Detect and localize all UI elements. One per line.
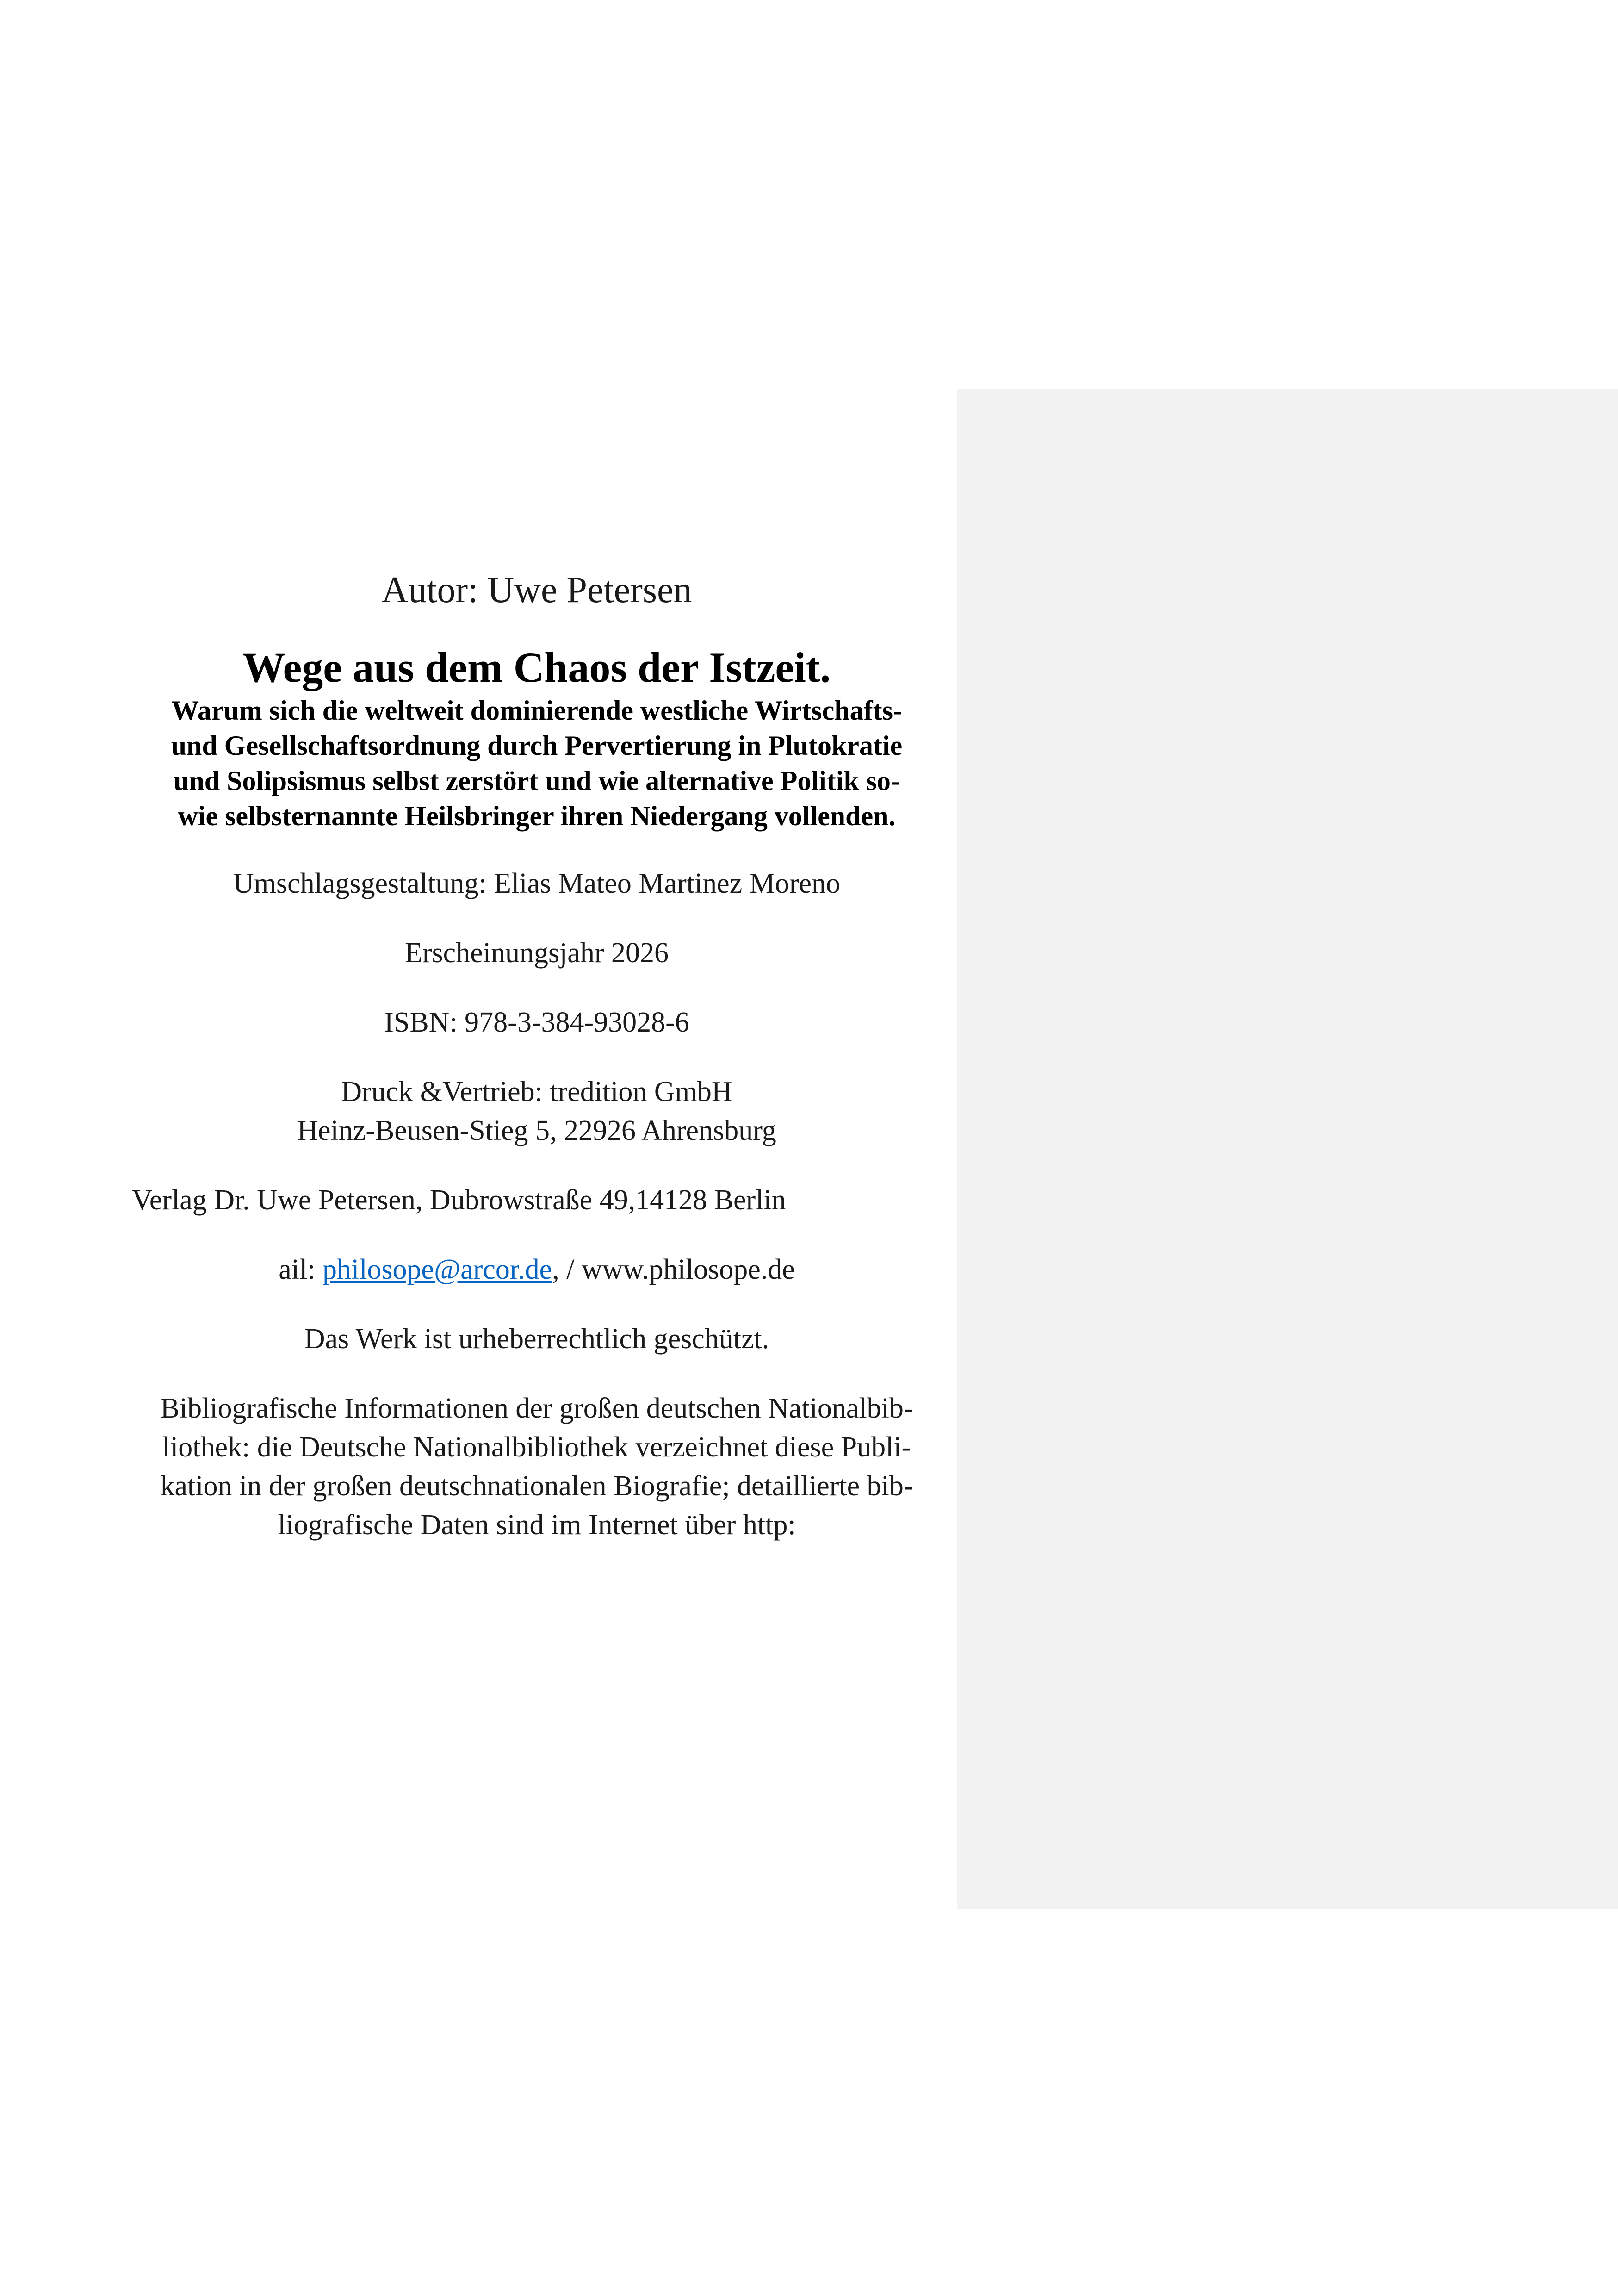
printer-line-2: Heinz-Beusen-Stieg 5, 22926 Ahrensburg xyxy=(297,1115,776,1146)
publication-year: Erscheinungsjahr 2026 xyxy=(405,937,669,969)
imprint-page xyxy=(120,567,953,1544)
contact-prefix: ail: xyxy=(279,1254,322,1285)
bibliography-line: liografische Daten sind im Internet über http: xyxy=(278,1509,796,1541)
bibliography-line: liothek: die Deutsche Nationalbibliothek verzeichnet diese Publi- xyxy=(162,1431,911,1463)
author-line: Autor: Uwe Petersen xyxy=(381,570,692,610)
publisher-address: Verlag Dr. Uwe Petersen, Dubrowstraße 49,14128 Berlin xyxy=(132,1184,786,1216)
contact-website: , / www.philosope.de xyxy=(552,1254,795,1285)
bibliography-notice xyxy=(120,1389,953,1544)
subtitle-line: Warum sich die weltweit dominierende westliche Wirtschafts- xyxy=(171,695,902,726)
bibliography-line: kation in der großen deutschnationalen Biografie; detaillierte bib- xyxy=(160,1470,913,1502)
email-link[interactable]: philosope@arcor.de xyxy=(322,1254,552,1285)
isbn: ISBN: 978-3-384-93028-6 xyxy=(384,1007,689,1038)
comment-pane xyxy=(957,389,1618,1909)
contact-line xyxy=(120,1250,953,1289)
printer-line-1: Druck &Vertrieb: tredition GmbH xyxy=(341,1076,732,1108)
subtitle-line: wie selbsternannte Heilsbringer ihren Niedergang vollenden. xyxy=(178,801,896,831)
subtitle-line: und Solipsismus selbst zerstört und wie alternative Politik so- xyxy=(173,765,900,796)
copyright-notice: Das Werk ist urheberrechtlich geschützt. xyxy=(304,1323,769,1355)
printer-info xyxy=(120,1072,953,1150)
book-subtitle xyxy=(120,693,953,834)
bibliography-line: Bibliografische Informationen der großen deutschen Nationalbib- xyxy=(160,1393,913,1424)
cover-design-credit: Umschlagsgestaltung: Elias Mateo Martinez Moreno xyxy=(233,868,841,899)
book-title: Wege aus dem Chaos der Istzeit. xyxy=(242,644,831,691)
subtitle-line: und Gesellschaftsordnung durch Pervertierung in Plutokratie xyxy=(171,730,903,761)
